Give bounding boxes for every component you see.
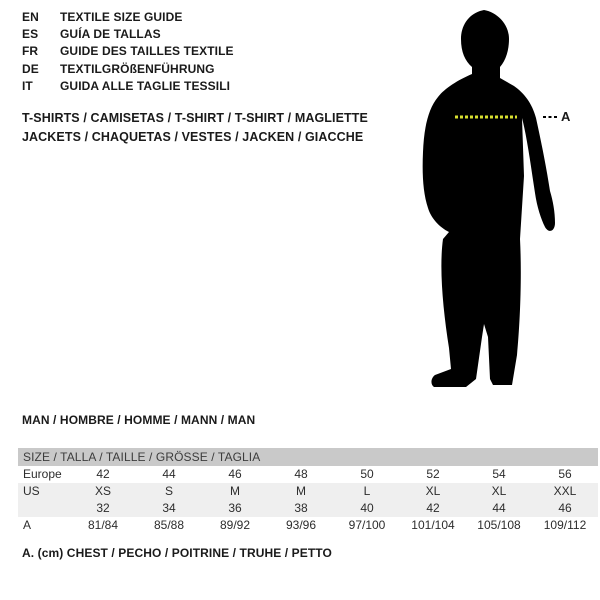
size-cell: 81/84 <box>87 518 119 532</box>
table-row-europe <box>18 466 598 483</box>
size-cell: 105/108 <box>477 518 521 532</box>
language-code: DE <box>22 61 39 76</box>
language-row-it <box>22 78 234 95</box>
size-cell: 89/92 <box>219 518 251 532</box>
size-cell: M <box>296 484 306 498</box>
size-table <box>18 448 598 534</box>
size-cell: 32 <box>96 501 110 515</box>
size-cell: S <box>164 484 173 498</box>
man-silhouette <box>418 6 571 388</box>
row-label: Europe <box>23 467 62 481</box>
size-cell: M <box>230 484 240 498</box>
size-cell: 97/100 <box>348 518 386 532</box>
language-code: ES <box>22 27 39 42</box>
size-cell: 44 <box>162 467 176 481</box>
size-cell: XL <box>491 484 507 498</box>
man-silhouette-graphic <box>418 6 571 388</box>
size-cell: L <box>363 484 371 498</box>
size-cell: 46 <box>558 501 572 515</box>
language-code: FR <box>22 44 39 59</box>
language-row-es <box>22 26 234 43</box>
size-cell: 52 <box>426 467 440 481</box>
language-row-de <box>22 61 234 78</box>
category-list <box>22 109 368 147</box>
language-title: GUIDE DES TAILLES TEXTILE <box>60 44 234 59</box>
language-title: TEXTILE SIZE GUIDE <box>60 10 183 24</box>
size-cell: 40 <box>360 501 374 515</box>
table-row-us <box>18 483 598 500</box>
size-cell: 93/96 <box>285 518 317 532</box>
size-cell: XXL <box>553 484 577 498</box>
size-cell: 42 <box>96 467 110 481</box>
language-code: EN <box>22 10 39 24</box>
measurement-label-a: A <box>561 109 571 124</box>
language-row-fr <box>22 43 234 60</box>
size-cell: 56 <box>558 467 572 481</box>
size-cell: 46 <box>228 467 242 481</box>
language-code: IT <box>22 78 33 93</box>
size-cell: XS <box>94 484 111 498</box>
language-row-en <box>22 9 234 26</box>
size-cell: 85/88 <box>153 518 185 532</box>
size-cell: 54 <box>492 467 506 481</box>
category-tshirts: T-SHIRTS / CAMISETAS / T-SHIRT / T-SHIRT / MAGLIETTE <box>22 111 368 125</box>
table-row-chest-a <box>18 517 598 534</box>
row-label <box>18 500 70 517</box>
language-title: TEXTILGRÖßENFÜHRUNG <box>60 61 215 76</box>
measurement-footnote: A. (cm) CHEST / PECHO / POITRINE / TRUHE / PETTO <box>22 546 332 560</box>
size-cell: 36 <box>228 501 242 515</box>
size-cell: 101/104 <box>411 518 455 532</box>
size-table-header: SIZE / TALLA / TAILLE / GRÖSSE / TAGLIA <box>18 448 598 466</box>
row-label: A <box>23 518 32 532</box>
row-label: US <box>23 484 40 498</box>
size-cell: 50 <box>360 467 374 481</box>
category-jackets: JACKETS / CHAQUETAS / VESTES / JACKEN / GIACCHE <box>22 130 364 144</box>
language-list <box>22 9 234 95</box>
man-body-shape <box>423 10 555 387</box>
table-row-numeric <box>18 500 598 517</box>
size-cell: 34 <box>162 501 176 515</box>
language-title: GUIDA ALLE TAGLIE TESSILI <box>60 78 231 93</box>
size-cell: 42 <box>426 501 440 515</box>
section-title-man: MAN / HOMBRE / HOMME / MANN / MAN <box>22 413 256 427</box>
size-cell: 38 <box>294 501 308 515</box>
size-cell: 44 <box>492 501 506 515</box>
size-cell: XL <box>425 484 441 498</box>
size-cell: 109/112 <box>543 518 587 532</box>
language-title: GUÍA DE TALLAS <box>60 27 161 42</box>
size-cell: 48 <box>294 467 308 481</box>
